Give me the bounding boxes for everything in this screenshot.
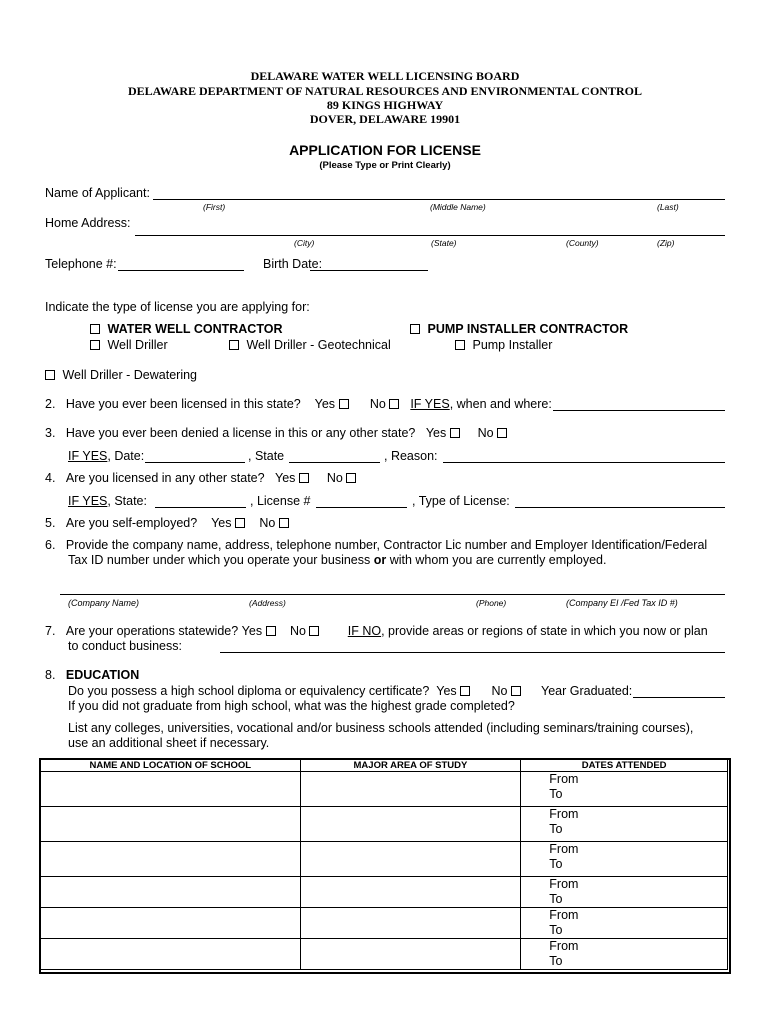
- q3-reason-label: , Reason:: [384, 449, 438, 463]
- from-label: From: [549, 908, 579, 922]
- checkbox-icon[interactable]: [309, 626, 319, 636]
- birth-date-field[interactable]: [310, 270, 428, 271]
- city-caption: (City): [294, 238, 315, 248]
- q4-if-yes-state: IF YES, State:: [68, 494, 147, 508]
- state-caption: (State): [431, 238, 457, 248]
- table-row: [41, 807, 728, 842]
- from-label: From: [549, 842, 579, 856]
- dates-cell[interactable]: [521, 939, 728, 970]
- from-label: From: [549, 807, 579, 821]
- school-name-cell[interactable]: [41, 772, 301, 807]
- table-header-row: [41, 760, 728, 772]
- study-area-cell[interactable]: [300, 939, 521, 970]
- column-header: NAME AND LOCATION OF SCHOOL: [41, 760, 301, 772]
- school-name-cell[interactable]: [41, 939, 301, 970]
- first-caption: (First): [203, 202, 226, 212]
- from-label: From: [549, 877, 579, 891]
- q3-if-yes-date: IF YES, Date:: [68, 449, 145, 463]
- q3-reason-field[interactable]: [443, 462, 725, 463]
- dates-cell[interactable]: [521, 842, 728, 877]
- question-2: 2. Have you ever been licensed in this state? Yes No IF YES, when and where:: [45, 397, 552, 411]
- to-label: To: [549, 787, 563, 801]
- checkbox-icon[interactable]: [389, 399, 399, 409]
- dewatering-option[interactable]: Well Driller - Dewatering: [45, 368, 197, 382]
- q3-state-label: , State: [248, 449, 285, 463]
- q4-type-label: , Type of License:: [412, 494, 510, 508]
- checkbox-icon[interactable]: [90, 324, 100, 334]
- question-7: 7. Are your operations statewide? Yes No IF NO, provide areas or regions of state in which you now or plan: [45, 624, 708, 638]
- license-type-prompt: Indicate the type of license you are applying for:: [45, 300, 310, 314]
- pump-installer-contractor-option[interactable]: PUMP INSTALLER CONTRACTOR: [410, 322, 628, 336]
- checkbox-icon[interactable]: [410, 324, 420, 334]
- checkbox-icon[interactable]: [45, 370, 55, 380]
- study-area-cell[interactable]: [300, 908, 521, 939]
- telephone-field[interactable]: [118, 270, 244, 271]
- middle-caption: (Middle Name): [430, 202, 486, 212]
- q4-type-field[interactable]: [515, 507, 725, 508]
- checkbox-icon[interactable]: [346, 473, 356, 483]
- dates-cell[interactable]: [521, 807, 728, 842]
- q3-state-field[interactable]: [289, 462, 380, 463]
- street-address: 89 KINGS HIGHWAY: [326, 98, 444, 112]
- board-name: DELAWARE WATER WELL LICENSING BOARD: [250, 69, 520, 83]
- q2-answer-field[interactable]: [553, 410, 725, 411]
- page-subtitle: (Please Type or Print Clearly): [319, 160, 451, 171]
- question-7-line-2: to conduct business:: [68, 639, 182, 653]
- to-label: To: [549, 923, 563, 937]
- q4-license-label: , License #: [250, 494, 311, 508]
- checkbox-icon[interactable]: [511, 686, 521, 696]
- from-label: From: [549, 772, 579, 786]
- checkbox-icon[interactable]: [455, 340, 465, 350]
- question-4: 4. Are you licensed in any other state? Yes No: [45, 471, 360, 485]
- address-label: Home Address:: [45, 216, 131, 230]
- page-title: APPLICATION FOR LICENSE: [289, 142, 481, 158]
- checkbox-icon[interactable]: [266, 626, 276, 636]
- checkbox-icon[interactable]: [339, 399, 349, 409]
- birth-date-label: Birth Date:: [263, 257, 323, 271]
- checkbox-icon[interactable]: [450, 428, 460, 438]
- year-graduated-field[interactable]: [633, 697, 725, 698]
- company-address-caption: (Address): [249, 598, 286, 608]
- schools-table: [40, 759, 728, 970]
- question-3: 3. Have you ever been denied a license in this or any other state? Yes No: [45, 426, 511, 440]
- school-name-cell[interactable]: [41, 877, 301, 908]
- company-phone-caption: (Phone): [476, 598, 507, 608]
- checkbox-icon[interactable]: [235, 518, 245, 528]
- company-taxid-caption: (Company EI /Fed Tax ID #): [566, 598, 678, 608]
- schools-instructions-1: List any colleges, universities, vocational and/or business schools attended (including seminars/training courses),: [68, 721, 694, 735]
- q4-license-field[interactable]: [316, 507, 407, 508]
- table-row: [41, 877, 728, 908]
- question-6-line-2: Tax ID number under which you operate your business or with whom you are currently employed.: [68, 553, 607, 567]
- pump-installer-option[interactable]: Pump Installer: [455, 338, 552, 352]
- dates-cell[interactable]: [521, 908, 728, 939]
- table-row: [41, 772, 728, 807]
- to-label: To: [549, 857, 563, 871]
- to-label: To: [549, 822, 563, 836]
- checkbox-icon[interactable]: [460, 686, 470, 696]
- column-header: MAJOR AREA OF STUDY: [300, 760, 521, 772]
- last-caption: (Last): [657, 202, 679, 212]
- school-name-cell[interactable]: [41, 908, 301, 939]
- county-caption: (County): [566, 238, 599, 248]
- study-area-cell[interactable]: [300, 842, 521, 877]
- company-name-caption: (Company Name): [68, 598, 140, 608]
- checkbox-icon[interactable]: [229, 340, 239, 350]
- highest-grade-question: If you did not graduate from high school, what was the highest grade completed?: [68, 699, 515, 713]
- name-field[interactable]: [153, 199, 725, 200]
- question-5: 5. Are you self-employed? Yes No: [45, 516, 293, 530]
- city-address: DOVER, DELAWARE 19901: [309, 112, 461, 126]
- school-name-cell[interactable]: [41, 842, 301, 877]
- study-area-cell[interactable]: [300, 772, 521, 807]
- water-well-contractor-option[interactable]: WATER WELL CONTRACTOR: [90, 322, 282, 336]
- schools-instructions-2: use an additional sheet if necessary.: [68, 736, 270, 750]
- company-info-field[interactable]: [60, 594, 725, 595]
- from-label: From: [549, 939, 579, 953]
- study-area-cell[interactable]: [300, 877, 521, 908]
- school-name-cell[interactable]: [41, 807, 301, 842]
- q4-state-field[interactable]: [155, 507, 246, 508]
- table-row: [41, 908, 728, 939]
- zip-caption: (Zip): [657, 238, 675, 248]
- checkbox-icon[interactable]: [279, 518, 289, 528]
- question-6-line-1: 6. Provide the company name, address, telephone number, Contractor Lic number and Employer Identification/Federal: [45, 538, 708, 552]
- telephone-label: Telephone #:: [45, 257, 117, 271]
- geotechnical-option[interactable]: Well Driller - Geotechnical: [229, 338, 391, 352]
- table-row: [41, 939, 728, 970]
- table-row: [41, 842, 728, 877]
- diploma-question: Do you possess a high school diploma or equivalency certificate? Yes No: [68, 684, 525, 698]
- well-driller-option[interactable]: Well Driller: [90, 338, 168, 352]
- checkbox-icon[interactable]: [299, 473, 309, 483]
- dates-cell[interactable]: [521, 772, 728, 807]
- to-label: To: [549, 954, 563, 968]
- dates-cell[interactable]: [521, 877, 728, 908]
- checkbox-icon[interactable]: [90, 340, 100, 350]
- question-8-heading: 8. EDUCATION: [45, 668, 140, 682]
- department-name: DELAWARE DEPARTMENT OF NATURAL RESOURCES AND ENVIRONMENTAL CONTROL: [128, 84, 642, 98]
- year-graduated-label: Year Graduated:: [541, 684, 633, 698]
- to-label: To: [549, 892, 563, 906]
- checkbox-icon[interactable]: [497, 428, 507, 438]
- q7-answer-field[interactable]: [220, 652, 725, 653]
- name-label: Name of Applicant:: [45, 186, 150, 200]
- study-area-cell[interactable]: [300, 807, 521, 842]
- address-field[interactable]: [135, 235, 725, 236]
- q3-date-field[interactable]: [145, 462, 245, 463]
- column-header: DATES ATTENDED: [521, 760, 728, 772]
